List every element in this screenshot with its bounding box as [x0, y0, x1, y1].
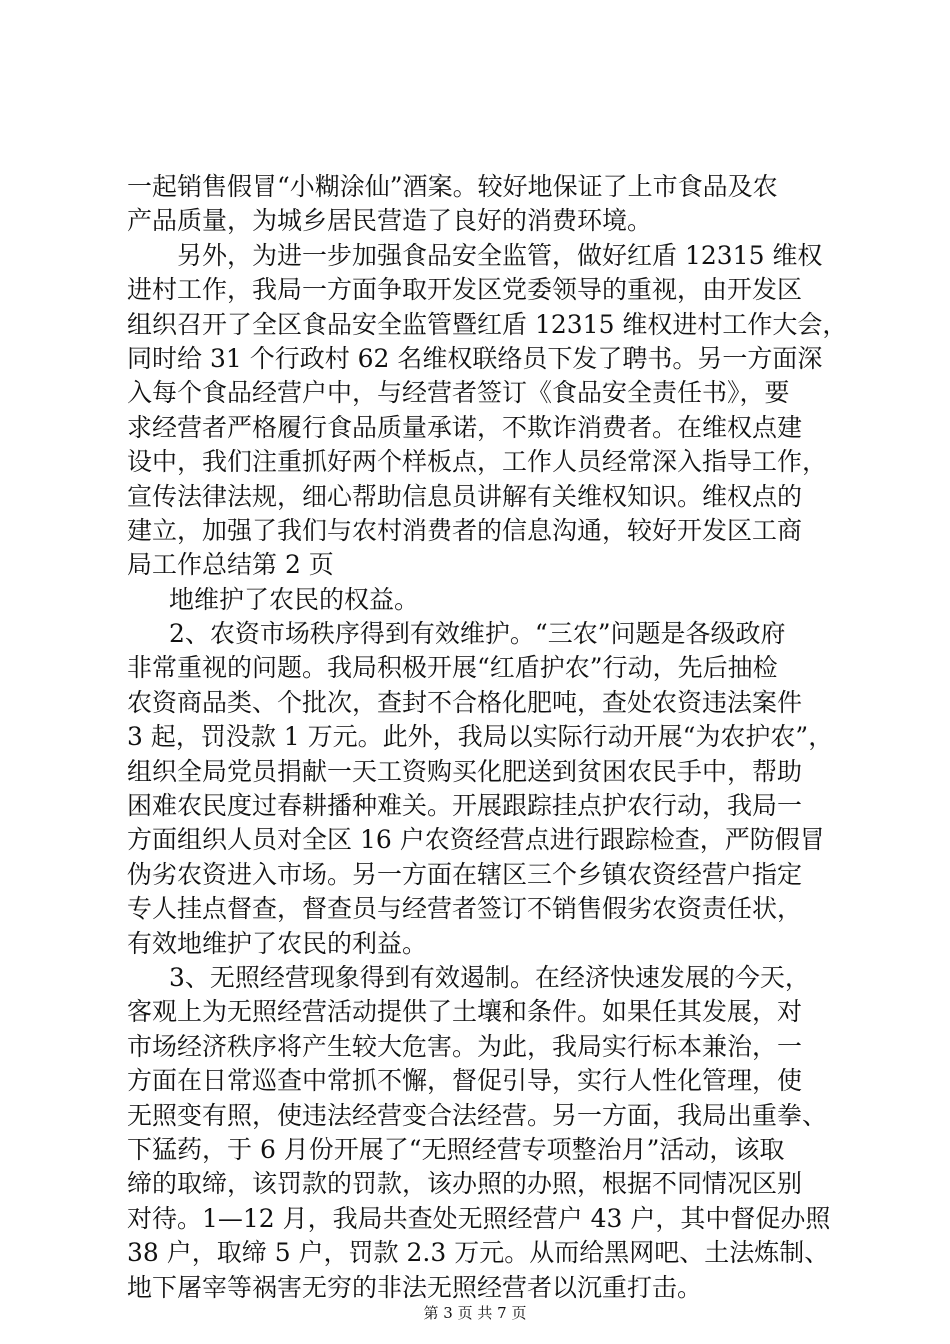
- text-line: 建立，加强了我们与农村消费者的信息沟通，较好开发区工商: [127, 515, 803, 545]
- text-line: 一起销售假冒“小糊涂仙”酒案。较好地保证了上市食品及农: [127, 172, 778, 201]
- text-line: 下猛药，于 6 月份开展了“无照经营专项整治月”活动，该取: [127, 1134, 785, 1164]
- text-line: 方面组织人员对全区 16 户农资经营点进行跟踪检查，严防假冒: [127, 825, 825, 855]
- text-line: 进村工作，我局一方面争取开发区党委领导的重视，由开发区: [127, 275, 803, 305]
- paragraph-start-line: 3、无照经营现象得到有效遏制。在经济快速发展的今天，: [169, 962, 810, 992]
- text-line: 设中，我们注重抓好两个样板点，工作人员经常深入指导工作，: [127, 447, 828, 477]
- text-line: 客观上为无照经营活动提供了土壤和条件。如果任其发展，对: [127, 997, 803, 1027]
- text-line: 缔的取缔，该罚款的罚款，该办照的办照，根据不同情况区别: [127, 1169, 803, 1199]
- text-line: 产品质量，为城乡居民营造了良好的消费环境。: [127, 206, 653, 236]
- paragraph-start-line: 2、农资市场秩序得到有效维护。“三农”问题是各级政府: [169, 619, 786, 649]
- page-indicator: 第 3 页 共 7 页: [423, 1304, 527, 1322]
- page-footer: [0, 1302, 950, 1323]
- paragraph-start-line: 另外，为进一步加强食品安全监管，做好红盾 12315 维权: [177, 240, 823, 270]
- paragraph-start-line: 地维护了农民的权益。: [169, 584, 420, 614]
- text-line: 方面在日常巡查中常抓不懈，督促引导，实行人性化管理，使: [127, 1066, 803, 1096]
- text-line: 地下屠宰等祸害无穷的非法无照经营者以沉重打击。: [127, 1272, 703, 1302]
- text-line: 市场经济秩序将产生较大危害。为此，我局实行标本兼治，一: [127, 1031, 803, 1061]
- text-line: 求经营者严格履行食品质量承诺，不欺诈消费者。在维权点建: [127, 412, 803, 442]
- text-line: 专人挂点督查，督查员与经营者签订不销售假劣农资责任状，: [127, 894, 803, 924]
- document-body: [127, 170, 857, 1305]
- text-line: 伪劣农资进入市场。另一方面在辖区三个乡镇农资经营户指定: [127, 859, 803, 889]
- text-line: 对待。1—12 月，我局共查处无照经营户 43 户，其中督促办照: [127, 1203, 831, 1233]
- text-line: 非常重视的问题。我局积极开展“红盾护农”行动，先后抽检: [127, 653, 778, 683]
- text-line: 农资商品类、个批次，查封不合格化肥吨，查处农资违法案件: [127, 687, 803, 717]
- text-line: 有效地维护了农民的利益。: [127, 928, 428, 958]
- text-line: 宣传法律法规，细心帮助信息员讲解有关维权知识。维权点的: [127, 481, 803, 511]
- text-line: 无照变有照，使违法经营变合法经营。另一方面，我局出重拳、: [127, 1100, 828, 1130]
- text-line: 3 起，罚没款 1 万元。此外，我局以实际行动开展“为农护农”，: [127, 722, 834, 752]
- text-line: 组织全局党员捐献一天工资购买化肥送到贫困农民手中，帮助: [127, 756, 803, 786]
- text-line: 组织召开了全区食品安全监管暨红盾 12315 维权进村工作大会，: [127, 309, 848, 339]
- text-line: 局工作总结第 2 页: [127, 550, 334, 580]
- text-line: 38 户，取缔 5 户，罚款 2.3 万元。从而给黑网吧、土法炼制、: [127, 1238, 830, 1268]
- text-line: 同时给 31 个行政村 62 名维权联络员下发了聘书。另一方面深: [127, 343, 823, 373]
- text-line: 困难农民度过春耕播种难关。开展跟踪挂点护农行动，我局一: [127, 791, 803, 821]
- text-line: 入每个食品经营户中，与经营者签订《食品安全责任书》，要: [127, 378, 790, 408]
